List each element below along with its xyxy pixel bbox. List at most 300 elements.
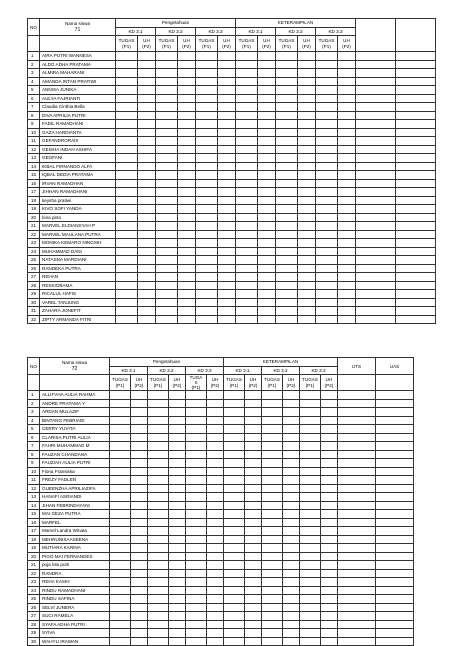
grade-cell [178,196,196,205]
grade-cell [338,290,356,299]
grade-cell [116,205,138,214]
grade-cell [110,603,131,612]
student-row [28,399,414,408]
grade-cell [224,535,245,544]
student-row [28,501,414,510]
grade-cell [338,196,356,205]
grade-cell [148,416,169,425]
grade-cell [131,603,148,612]
grade-cell [245,544,262,553]
grade-cell [245,569,262,578]
student-name: WAHYU IRAWAN [40,637,110,646]
grade-cell [396,120,436,129]
grade-cell [258,196,276,205]
grade-cell [218,213,236,222]
grade-cell [376,484,414,493]
grade-cell [258,162,276,171]
grade-cell [338,408,376,417]
grade-cell [316,213,338,222]
grade-cell [131,433,148,442]
grade-cell [110,459,131,468]
grade-cell [178,60,196,69]
grade-cell [110,484,131,493]
grade-cell [396,307,436,316]
grade-cell [283,620,300,629]
grade-cell [262,629,283,638]
grade-cell [138,111,156,120]
grade-cell [396,290,436,299]
student-row [28,637,414,646]
grade-cell [138,77,156,86]
grade-cell [321,527,338,536]
grade-cell [169,629,186,638]
grade-cell [262,527,283,536]
student-name: HANAFI ASRIANDI [40,493,110,502]
uts-subheader [338,375,376,391]
grade-cell [196,69,218,78]
grade-cell [356,111,396,120]
grade-cell [316,307,338,316]
grade-cell [138,145,156,154]
kd-header: KD 3.1 [236,27,276,36]
student-name: keysha pratiwi [40,196,116,205]
grade-cell [338,620,376,629]
grade-cell [245,637,262,646]
grade-cell [110,629,131,638]
grade-cell [300,595,321,604]
student-row [28,298,436,307]
grade-cell [131,518,148,527]
student-name: ANNISA JUNIKA [40,86,116,95]
grade-cell [178,111,196,120]
grade-cell [283,629,300,638]
grade-cell [186,569,207,578]
tugas-label: TUGAS [112,376,128,382]
student-name: ANDRE PRATAMA Y [40,399,110,408]
grade-cell [131,425,148,434]
grade-cell [186,442,207,451]
grade-cell [321,637,338,646]
grade-cell [283,416,300,425]
keterampilan-header: KETERAMPILAN [236,19,356,28]
grade-cell [178,247,196,256]
grade-cell [116,69,138,78]
grade-cell [156,213,178,222]
grade-cell [110,637,131,646]
grade-cell [245,561,262,570]
grade-cell [298,239,316,248]
grade-cell [262,399,283,408]
grade-cell [316,290,338,299]
uas-spacer [396,19,436,52]
grade-cell [131,493,148,502]
grade-cell [316,128,338,137]
p2-label: (P2) [302,43,311,49]
grade-cell [300,552,321,561]
grade-cell [138,247,156,256]
tugas-header [148,375,169,391]
grade-cell [396,60,436,69]
grade-cell [169,442,186,451]
grade-cell [321,459,338,468]
grade-cell [178,86,196,95]
student-row [28,60,436,69]
grade-cell [245,459,262,468]
grade-cell [116,162,138,171]
grade-cell [218,111,236,120]
uh-header [283,375,300,391]
grade-cell [338,264,356,273]
grade-cell [186,467,207,476]
grade-cell [131,484,148,493]
grade-cell [338,69,356,78]
grade-cell [178,273,196,282]
grade-cell [218,154,236,163]
grade-cell [131,544,148,553]
grade-cell [356,298,396,307]
grade-cell [178,256,196,265]
grade-cell [356,239,396,248]
row-number: 10 [28,467,40,476]
grade-cell [245,552,262,561]
student-name: FAUZAN CHANDANA [40,450,110,459]
student-name: FAHRI MUHAMMAD M [40,442,110,451]
grade-cell [131,629,148,638]
student-row [28,408,414,417]
grade-cell [207,578,224,587]
grade-cell [283,561,300,570]
grade-cell [178,264,196,273]
student-row [28,450,414,459]
grade-cell [396,137,436,146]
grade-cell [300,493,321,502]
grade-cell [396,94,436,103]
tugas-label: TUGAS [118,37,135,43]
kd-header: KD 3.3 [186,366,224,375]
kd-header: KD 3.3 [316,27,356,36]
grade-cell [224,399,245,408]
student-row [28,391,414,400]
grade-cell [283,476,300,485]
grade-cell [316,205,338,214]
name-header [40,358,110,375]
student-row [28,273,436,282]
grade-cell [298,213,316,222]
student-row [28,425,414,434]
grade-cell [156,154,178,163]
uh-label: UH [135,376,143,382]
grade-cell [283,484,300,493]
student-row [28,205,436,214]
grade-cell [396,128,436,137]
grade-cell [321,561,338,570]
grade-cell [356,196,396,205]
grade-cell [148,493,169,502]
student-row [28,230,436,239]
grade-cell [321,569,338,578]
row-number: 1 [28,52,40,61]
grade-cell [148,595,169,604]
grade-cell [338,510,376,519]
row-number: 3 [28,69,40,78]
grade-cell [131,569,148,578]
student-row [28,120,436,129]
grade-cell [169,501,186,510]
tugas-label: TUGA [189,375,203,380]
grade-cell [356,247,396,256]
grade-cell [116,222,138,231]
grade-cell [338,544,376,553]
grade-cell [186,510,207,519]
grade-cell [262,484,283,493]
grade-cell [186,612,207,621]
no-subheader [28,36,40,52]
grade-cell [283,595,300,604]
grade-cell [207,629,224,638]
grade-cell [207,569,224,578]
grade-cell [116,230,138,239]
grade-cell [218,256,236,265]
grade-cell [262,450,283,459]
grade-cell [131,459,148,468]
grade-cell [376,459,414,468]
row-number: 17 [28,188,40,197]
student-name: RANDRA [40,569,110,578]
grade-cell [218,94,236,103]
grade-cell [207,493,224,502]
grade-cell [138,281,156,290]
pengetahuan-header: Pengetahuan [110,358,224,367]
grade-cell [316,94,338,103]
grade-cell [262,408,283,417]
student-name: Claudia Cinthia Bella [40,103,116,112]
student-row [28,484,414,493]
grade-cell [116,120,138,129]
grade-cell [276,111,298,120]
grade-cell [224,501,245,510]
uh-label: UH [263,37,270,43]
grade-cell [196,230,218,239]
row-number: 29 [28,290,40,299]
grade-cell [258,69,276,78]
student-name: IRVAN RAMADHAN [40,179,116,188]
row-number: 3 [28,408,40,417]
row-number: 21 [28,222,40,231]
grade-cell [300,510,321,519]
student-name: RINDU SAFINA [40,595,110,604]
grade-cell [224,595,245,604]
grade-cell [376,603,414,612]
grade-cell [218,315,236,324]
grade-cell [356,264,396,273]
grade-cell [207,535,224,544]
grade-cell [169,510,186,519]
grade-cell [236,273,258,282]
grade-cell [178,230,196,239]
grade-cell [300,391,321,400]
grade-cell [245,501,262,510]
grade-cell [338,239,356,248]
row-number: 13 [28,154,40,163]
grade-cell [236,230,258,239]
grade-cell [224,578,245,587]
student-name: SELVI JUNERA [40,603,110,612]
grade-cell [196,171,218,180]
uh-header [218,36,236,52]
grade-cell [245,527,262,536]
grade-cell [236,256,258,265]
grade-cell [131,467,148,476]
grade-cell [338,162,356,171]
row-number: 20 [28,552,40,561]
grade-cell [376,433,414,442]
grade-cell [196,77,218,86]
grade-cell [376,578,414,587]
grade-cell [338,256,356,265]
grade-cell [338,307,356,316]
grade-cell [276,103,298,112]
tugas-header [156,36,178,52]
grade-cell [196,264,218,273]
grade-cell [116,290,138,299]
grade-cell [262,637,283,646]
name-subheader [40,36,116,52]
student-row [28,552,414,561]
grade-cell [338,459,376,468]
grade-cell [262,586,283,595]
grade-cell [224,467,245,476]
tugas-label: S [194,380,198,385]
grade-cell [376,637,414,646]
grade-cell [262,535,283,544]
grade-cell [224,552,245,561]
grade-cell [207,595,224,604]
grade-cell [321,620,338,629]
grade-cell [298,77,316,86]
grade-cell [218,145,236,154]
grade-cell [169,467,186,476]
grade-cell [131,578,148,587]
grade-cell [207,391,224,400]
grade-cell [169,450,186,459]
grade-cell [131,561,148,570]
grade-cell [116,77,138,86]
row-number: 5 [28,425,40,434]
class-label: 71 [74,27,81,33]
grade-cell [258,111,276,120]
grade-cell [262,561,283,570]
grade-cell [356,60,396,69]
grade-cell [148,476,169,485]
grade-cell [138,273,156,282]
grade-cell [300,637,321,646]
grade-cell [338,476,376,485]
grade-cell [300,629,321,638]
grade-cell [338,425,376,434]
grade-cell [316,222,338,231]
student-name: ZAHARA JONEFIT [40,307,116,316]
grade-cell [376,442,414,451]
grade-cell [236,137,258,146]
grade-cell [321,552,338,561]
grade-cell [396,281,436,290]
grade-cell [276,77,298,86]
tugas-label: TUGAS [238,37,255,43]
row-number: 27 [28,273,40,282]
grade-cell [262,459,283,468]
grade-cell [300,399,321,408]
grade-cell [138,154,156,163]
grade-cell [207,518,224,527]
grade-cell [321,484,338,493]
grade-cell [338,586,376,595]
row-number: 32 [28,315,40,324]
p1-label: (P1) [282,43,291,49]
grade-cell [178,188,196,197]
p2-label: (P2) [342,43,351,49]
grade-cell [196,188,218,197]
grade-cell [245,408,262,417]
grade-cell [245,416,262,425]
grade-cell [110,467,131,476]
grade-cell [186,637,207,646]
grade-cell [262,595,283,604]
grade-cell [258,103,276,112]
grade-cell [316,273,338,282]
grade-cell [396,256,436,265]
grade-cell [245,612,262,621]
grade-cell [218,247,236,256]
p2-label: (P2) [324,382,334,388]
grade-cell [169,569,186,578]
grade-cell [300,569,321,578]
grade-cell [178,213,196,222]
grade-cell [258,188,276,197]
student-name: RICALUL HAFIS [40,290,116,299]
grade-cell [258,290,276,299]
grade-cell [196,94,218,103]
student-name: VAREL TANJUNG [40,298,116,307]
grade-cell [196,128,218,137]
grade-cell [110,595,131,604]
grade-cell [300,578,321,587]
grade-cell [298,179,316,188]
grade-cell [110,544,131,553]
row-number: 31 [28,307,40,316]
student-row [28,629,414,638]
grade-cell [338,578,376,587]
grade-cell [338,501,376,510]
grade-cell [169,561,186,570]
grade-cell [276,94,298,103]
student-row [28,518,414,527]
grade-cell [218,196,236,205]
grade-cell [245,620,262,629]
grade-cell [262,578,283,587]
tugas-header [300,375,321,391]
student-name: IQBAL DEDIA PRATAMA [40,171,116,180]
grade-cell [245,603,262,612]
grade-cell [316,256,338,265]
student-name: AMANDA INTAN PRATIWI [40,77,116,86]
grade-cell [316,264,338,273]
no-header: NO [28,19,40,36]
grade-cell [396,315,436,324]
grade-cell [138,171,156,180]
grade-cell [196,162,218,171]
tugas-label: TUGAS [318,37,335,43]
grade-cell [236,247,258,256]
